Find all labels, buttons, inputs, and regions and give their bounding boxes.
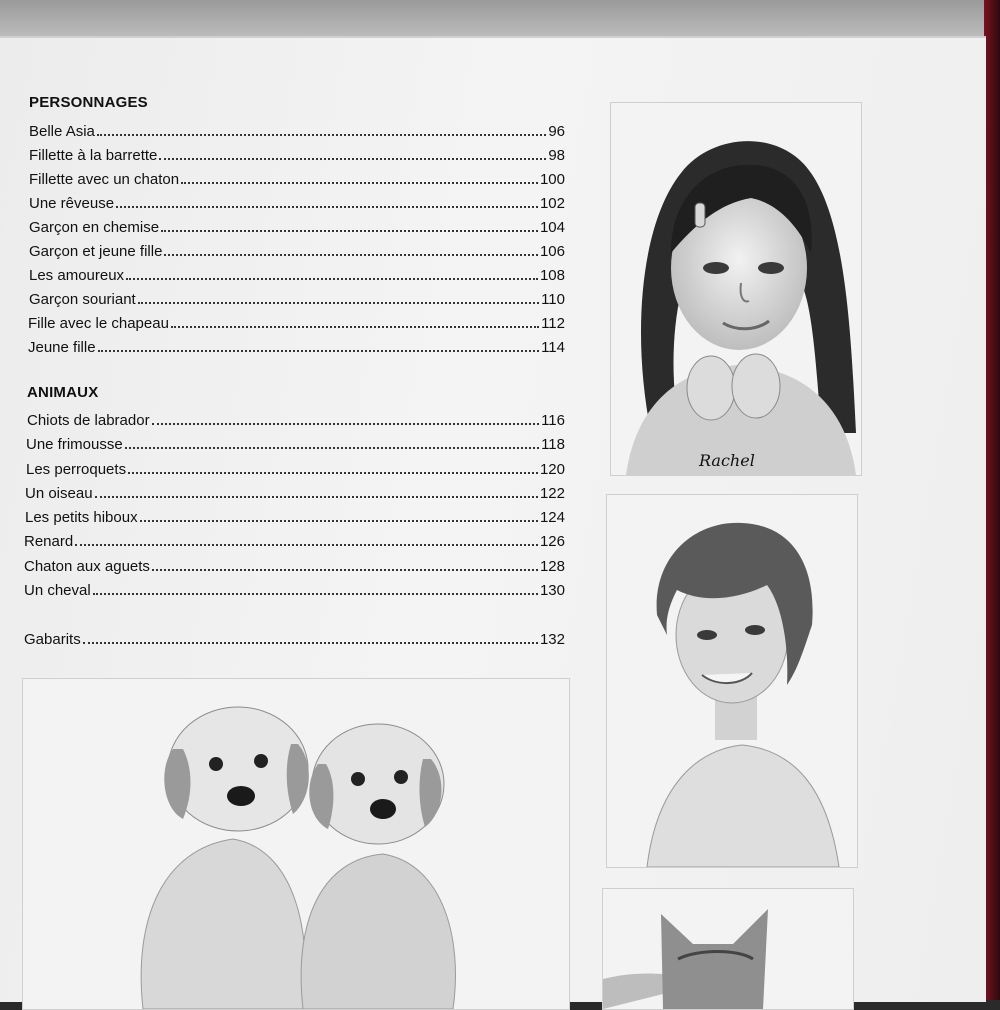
- leader-dots: [138, 301, 539, 304]
- entry-page: 132: [539, 631, 565, 648]
- entry-title: Gabarits: [24, 631, 81, 648]
- section-title-animaux: ANIMAUX: [27, 384, 99, 401]
- leader-dots: [159, 157, 546, 160]
- entry-page: 104: [539, 219, 565, 236]
- barrette-shape: [695, 203, 705, 227]
- entry-page: 102: [539, 195, 565, 212]
- entry-page: 120: [539, 461, 565, 478]
- entry-title: Renard: [24, 533, 74, 550]
- toc-entry[interactable]: [29, 214, 565, 236]
- toc-entry[interactable]: [25, 504, 565, 526]
- entry-page: 100: [539, 171, 565, 188]
- entry-page: 116: [541, 412, 565, 429]
- entry-title: Garçon souriant: [29, 291, 136, 308]
- leader-dots: [97, 133, 546, 136]
- entry-page: 124: [539, 509, 565, 526]
- table-of-contents: [0, 38, 580, 698]
- entry-title: Une frimousse: [26, 436, 123, 453]
- toc-entry[interactable]: [24, 553, 565, 575]
- entry-title: Jeune fille: [28, 339, 96, 356]
- leader-dots: [171, 325, 539, 328]
- entry-page: 112: [541, 315, 565, 332]
- leader-dots: [181, 181, 538, 184]
- entry-title: Fillette à la barrette: [29, 147, 158, 164]
- leader-dots: [95, 495, 538, 498]
- toc-entry[interactable]: [29, 142, 565, 164]
- boy-drawing: [607, 495, 857, 867]
- entry-page: 126: [539, 533, 565, 550]
- toc-entry[interactable]: [26, 456, 565, 478]
- leader-dots: [125, 446, 539, 449]
- toc-entry[interactable]: [24, 577, 565, 599]
- toc-entry[interactable]: [28, 310, 565, 332]
- entry-page: 96: [548, 123, 565, 140]
- entry-title: Les petits hiboux: [25, 509, 138, 526]
- entry-title: Chiots de labrador: [27, 412, 150, 429]
- artist-signature: Rachel: [699, 451, 755, 470]
- toc-entry[interactable]: [25, 480, 565, 502]
- puppies-drawing: [23, 679, 569, 1009]
- leader-dots: [161, 229, 538, 232]
- leader-dots: [75, 543, 538, 546]
- top-band: [0, 0, 1000, 38]
- entry-page: 122: [539, 485, 565, 502]
- entry-page: 118: [541, 436, 565, 453]
- leader-dots: [83, 641, 538, 644]
- toc-entry[interactable]: [27, 407, 565, 429]
- leader-dots: [93, 592, 538, 595]
- entry-title: Garçon en chemise: [29, 219, 160, 236]
- entry-title: Belle Asia: [29, 123, 95, 140]
- toc-entry[interactable]: [29, 166, 565, 188]
- entry-page: 130: [539, 582, 565, 599]
- leader-dots: [152, 422, 540, 425]
- toc-entry[interactable]: [28, 334, 565, 356]
- book-edge: [984, 0, 1000, 1000]
- leader-dots: [164, 253, 538, 256]
- entry-title: Garçon et jeune fille: [29, 243, 163, 260]
- leader-dots: [128, 471, 538, 474]
- leader-dots: [98, 349, 540, 352]
- toc-entry[interactable]: [29, 238, 565, 260]
- entry-page: 128: [539, 558, 565, 575]
- entry-page: 110: [541, 291, 565, 308]
- entry-title: Les perroquets: [26, 461, 127, 478]
- leader-dots: [140, 519, 538, 522]
- book-page: [0, 36, 986, 1002]
- toc-entry[interactable]: [29, 286, 565, 308]
- entry-page: 106: [539, 243, 565, 260]
- section-title-personnages: PERSONNAGES: [29, 94, 148, 111]
- toc-entry[interactable]: [24, 528, 565, 550]
- fox-drawing: [603, 889, 853, 1009]
- entry-title: Un cheval: [24, 582, 91, 599]
- entry-page: 108: [539, 267, 565, 284]
- illustration-fox: [602, 888, 854, 1010]
- toc-entry[interactable]: [29, 262, 565, 284]
- girl-drawing: [611, 103, 861, 475]
- entry-title: Chaton aux aguets: [24, 558, 150, 575]
- leader-dots: [152, 568, 538, 571]
- leader-dots: [116, 205, 538, 208]
- entry-title: Fillette avec un chaton: [29, 171, 180, 188]
- toc-entry[interactable]: [26, 431, 565, 453]
- toc-entry-gabarits[interactable]: [24, 626, 565, 648]
- leader-dots: [126, 277, 538, 280]
- illustration-girl-portrait: [610, 102, 862, 476]
- entry-title: Fille avec le chapeau: [28, 315, 169, 332]
- entry-page: 98: [548, 147, 565, 164]
- toc-entry[interactable]: [29, 118, 565, 140]
- entry-title: Un oiseau: [25, 485, 93, 502]
- illustration-labrador-puppies: [22, 678, 570, 1010]
- toc-entry[interactable]: [29, 190, 565, 212]
- illustration-boy-portrait: [606, 494, 858, 868]
- entry-page: 114: [541, 339, 565, 356]
- entry-title: Une rêveuse: [29, 195, 115, 212]
- entry-title: Les amoureux: [29, 267, 125, 284]
